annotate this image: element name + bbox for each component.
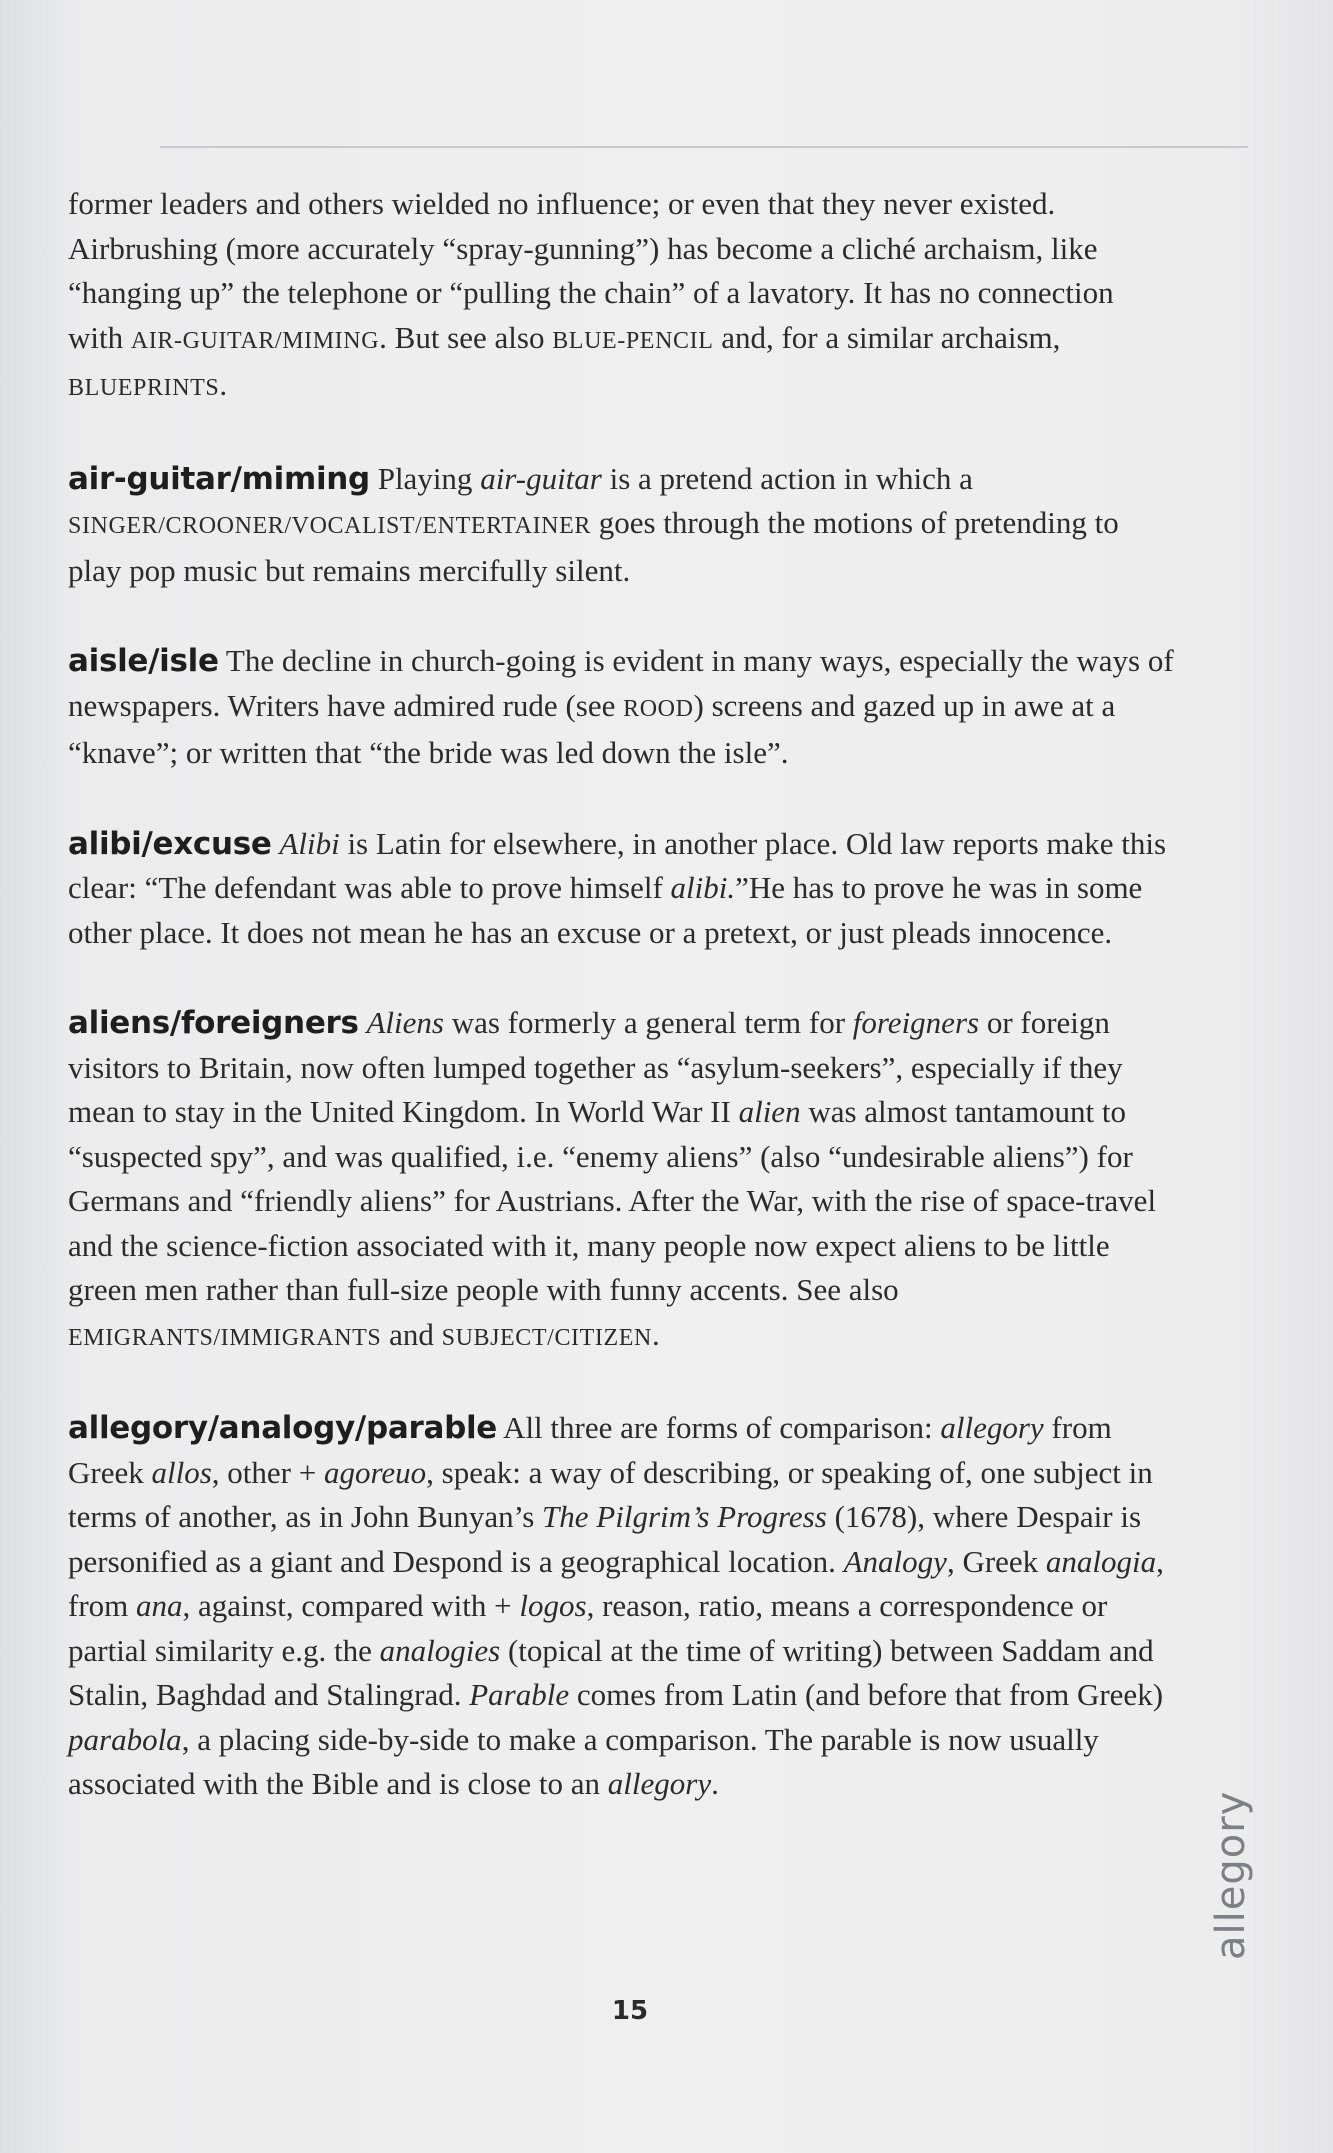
headword: aliens/foreigners [68, 1005, 359, 1041]
cross-reference: EMIGRANTS/IMMIGRANTS [68, 1324, 382, 1351]
entry-aisle: aisle/isle The decline in church-going is evident in many ways, especially the ways of newspapers. Writers have admired rude (see ROOD) screens and gazed up in awe at a “knave”; or written that “the bride was led down the isle”. [68, 643, 1174, 770]
dictionary-entries [68, 182, 1176, 1853]
entry-allegory: allegory/analogy/parable All three are forms of comparison: allegory from Greek allos, other + agoreuo, speak: a way of describing, or speaking of, one subject in terms of another, as in John Bunyan’s The Pilgrim’s Progress (1678), where Despair is personified as a giant and Despond is a geographical location. Analogy, Greek analogia, from ana, against, compared with + logos, reason, ratio, means a correspondence or partial similarity e.g. the analogies (topical at the time of writing) between Saddam and Stalin, Baghdad and Stalingrad. Parable comes from Latin (and before that from Greek) parabola, a placing side-by-side to make a comparison. The parable is now usually associated with the Bible and is close to an allegory. [68, 1410, 1164, 1801]
entry-alibi: alibi/excuse Alibi is Latin for elsewhere, in another place. Old law reports make this clear: “The defendant was able to prove himself alibi.”He has to prove he was in some other place. It does not mean he has an excuse or a pretext, or just pleads innocence. [68, 825, 1167, 950]
headword: alibi/excuse [68, 825, 272, 862]
thumb-index-tab: allegory [1208, 1790, 1254, 1960]
headword: allegory/analogy/parable [68, 1410, 498, 1446]
entry-air-guitar: air-guitar/miming Playing air-guitar is a pretend action in which a SINGER/CROONER/VOCALIST/ENTERTAINER goes through the motions of pretending to play pop music but remains mercifully silent. [68, 460, 1119, 588]
cross-reference: SUBJECT/CITIZEN [441, 1324, 652, 1351]
cross-reference: ROOD [623, 695, 694, 722]
headword: air-guitar/miming [68, 460, 370, 497]
page-number: 15 [611, 1996, 649, 2026]
header-rule [160, 146, 1248, 148]
cross-reference: SINGER/CROONER/VOCALIST/ENTERTAINER [68, 513, 591, 539]
entry-aliens: aliens/foreigners Aliens was formerly a general term for foreigners or foreign visitors to Britain, now often lumped together as “asylum-seekers”, especially if they mean to stay in the United Kingdom. In World War II alien was almost tantamount to “suspected spy”, and was qualified, i.e. “enemy aliens” (also “undesirable aliens”) for Germans and “friendly aliens” for Austrians. After the War, with the rise of space-travel and the science-fiction associated with it, many people now expect aliens to be little green men rather than full-size people with funny accents. See also EMIGRANTS/IMMIGRANTS and SUBJECT/CITIZEN. [68, 1005, 1157, 1352]
headword: aisle/isle [68, 643, 219, 679]
cross-reference: BLUEPRINTS [68, 375, 220, 401]
cross-reference: AIR-GUITAR/MIMING [130, 327, 380, 354]
cross-reference: BLUE-PENCIL [552, 327, 714, 354]
continued-entry-text: former leaders and others wielded no influence; or even that they never existed. Airbrushing (more accurately “spray-gunning”) has become a cliché archaism, like “hanging up” the telephone or “pulling the chain” of a lavatory. It has no connection with AIR-GUITAR/MIMING. But see also BLUE-PENCIL and, for a similar archaism, BLUEPRINTS. [68, 186, 1114, 402]
